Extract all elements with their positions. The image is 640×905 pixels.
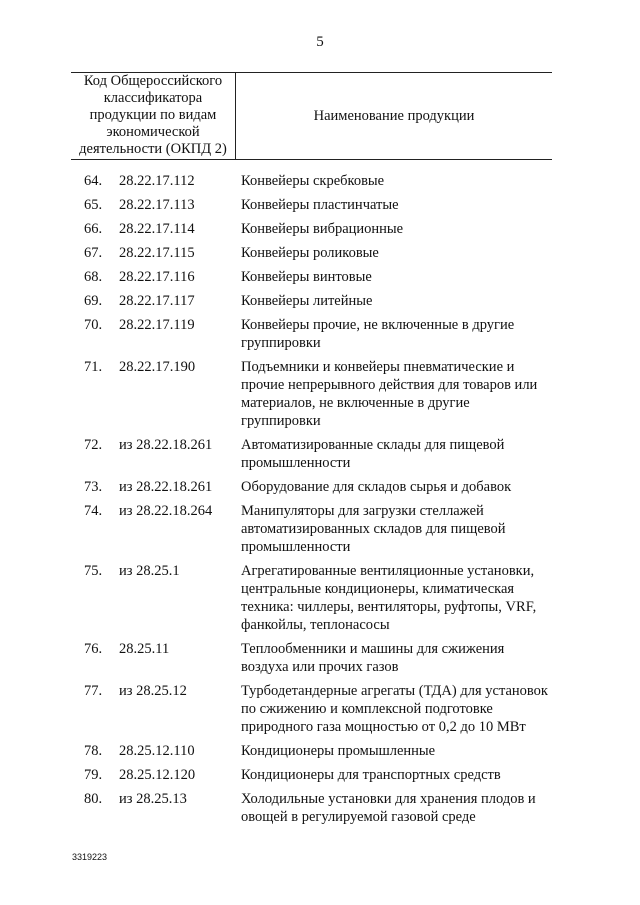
row-code: 28.22.17.116 <box>119 269 195 285</box>
row-number: 68. <box>84 269 103 285</box>
row-code: из 28.25.1 <box>119 563 180 579</box>
row-code: 28.22.17.114 <box>119 221 195 237</box>
row-number: 74. <box>84 503 103 519</box>
row-code: 28.22.17.190 <box>119 359 196 375</box>
row-number: 77. <box>84 683 103 699</box>
header-code-column: Код Общероссийского классификатора продукции по видам экономической деятельности (ОКПД 2) <box>71 73 236 159</box>
row-number: 79. <box>84 767 103 783</box>
row-number: 69. <box>84 293 103 309</box>
row-number: 64. <box>84 173 103 189</box>
row-name: Конвейеры роликовые <box>241 245 379 261</box>
row-name: Теплообменники и машины для сжижения воздуха или прочих газов <box>241 641 505 675</box>
row-name: Конвейеры винтовые <box>241 269 372 285</box>
row-name: Холодильные установки для хранения плодов и овощей в регулируемой газовой среде <box>241 791 536 825</box>
table-row <box>0 358 640 430</box>
row-number: 65. <box>84 197 103 213</box>
row-name: Конвейеры литейные <box>241 293 373 309</box>
row-number: 76. <box>84 641 103 657</box>
row-number: 78. <box>84 743 103 759</box>
row-name: Конвейеры скребковые <box>241 173 385 189</box>
table-row <box>0 436 640 472</box>
row-code: 28.25.11 <box>119 641 170 657</box>
row-code: 28.22.17.112 <box>119 173 195 189</box>
table-row <box>0 172 640 190</box>
row-number: 66. <box>84 221 103 237</box>
table-row <box>0 562 640 634</box>
row-code: 28.25.12.110 <box>119 743 195 759</box>
table-row <box>0 196 640 214</box>
table-row <box>0 244 640 262</box>
product-table <box>0 172 640 832</box>
row-code: из 28.25.13 <box>119 791 187 807</box>
row-name: Конвейеры вибрационные <box>241 221 404 237</box>
row-name: Подъемники и конвейеры пневматические и прочие непрерывного действия для товаров или материалов, не включенные в другие группировки <box>241 359 538 429</box>
table-row <box>0 478 640 496</box>
document-id: 3319223 <box>72 852 108 862</box>
table-row <box>0 640 640 676</box>
row-name: Агрегатированные вентиляционные установки, центральные кондиционеры, климатическая техника: чиллеры, вентиляторы, руфтопы, VRF, фанкойлы, теплонасосы <box>241 563 537 633</box>
table-row <box>0 502 640 556</box>
table-row <box>0 742 640 760</box>
row-number: 72. <box>84 437 103 453</box>
row-code: из 28.22.18.261 <box>119 437 213 453</box>
row-number: 80. <box>84 791 103 807</box>
row-name: Турбодетандерные агрегаты (ТДА) для установок по сжижению и комплексной подготовке природного газа мощностью от 0,2 до 10 МВт <box>241 683 548 735</box>
row-name: Конвейеры прочие, не включенные в другие группировки <box>241 317 515 351</box>
row-name: Автоматизированные склады для пищевой промышленности <box>241 437 505 471</box>
table-row <box>0 220 640 238</box>
row-code: из 28.22.18.264 <box>119 503 213 519</box>
row-code: из 28.25.12 <box>119 683 187 699</box>
row-number: 71. <box>84 359 103 375</box>
table-row <box>0 766 640 784</box>
row-code: 28.25.12.120 <box>119 767 196 783</box>
row-code: 28.22.17.113 <box>119 197 195 213</box>
row-name: Кондиционеры промышленные <box>241 743 436 759</box>
table-header <box>71 72 552 160</box>
row-name: Конвейеры пластинчатые <box>241 197 399 213</box>
table-row <box>0 268 640 286</box>
row-number: 67. <box>84 245 103 261</box>
row-code: 28.22.17.119 <box>119 317 195 333</box>
row-name: Кондиционеры для транспортных средств <box>241 767 501 783</box>
row-number: 70. <box>84 317 103 333</box>
table-row <box>0 316 640 352</box>
table-row <box>0 790 640 826</box>
page-number: 5 <box>316 34 324 50</box>
row-name: Манипуляторы для загрузки стеллажей автоматизированных складов для пищевой промышленности <box>241 503 506 555</box>
row-number: 75. <box>84 563 103 579</box>
table-row <box>0 292 640 310</box>
row-code: 28.22.17.115 <box>119 245 195 261</box>
row-number: 73. <box>84 479 103 495</box>
row-code: из 28.22.18.261 <box>119 479 213 495</box>
row-name: Оборудование для складов сырья и добавок <box>241 479 512 495</box>
table-row <box>0 682 640 736</box>
header-name-column: Наименование продукции <box>313 108 475 124</box>
row-code: 28.22.17.117 <box>119 293 195 309</box>
